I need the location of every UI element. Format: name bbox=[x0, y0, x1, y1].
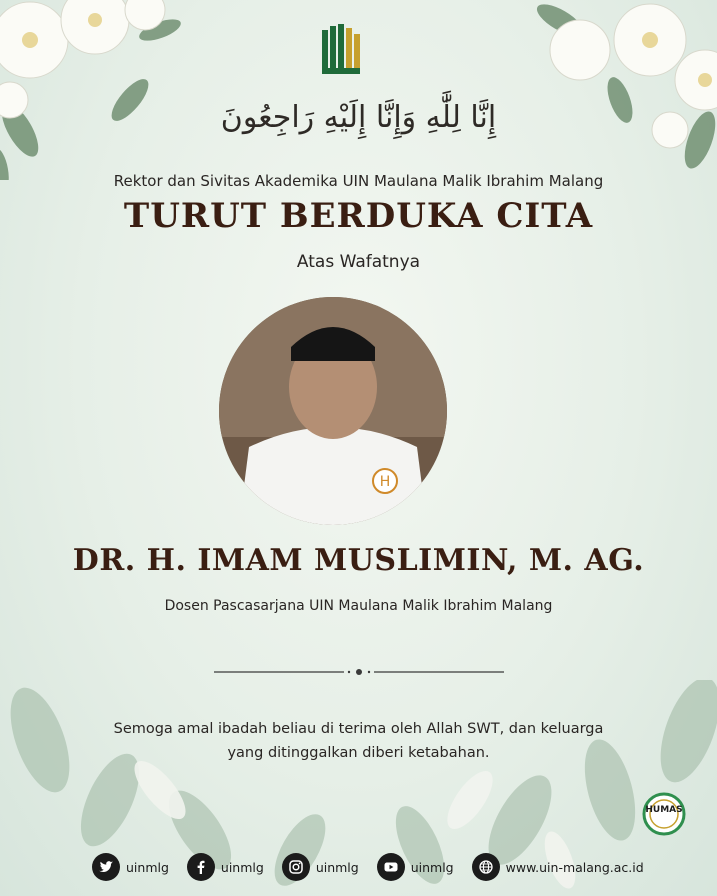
message-line-2: yang ditinggalkan diberi ketabahan. bbox=[227, 745, 490, 761]
portrait-photo bbox=[219, 297, 447, 525]
svg-text:H: H bbox=[379, 474, 391, 490]
twitter-label: uinmlg bbox=[126, 859, 169, 875]
instagram-label: uinmlg bbox=[315, 859, 359, 875]
deceased-name: DR. H. IMAM MUSLIMIN, M. AG. bbox=[72, 543, 645, 578]
flower-decoration-top-left bbox=[0, 0, 200, 180]
message-line-1: Semoga amal ibadah beliau di terima oleh Allah SWT, dan keluarga bbox=[113, 721, 604, 737]
youtube-label: uinmlg bbox=[410, 859, 454, 875]
instagram-icon bbox=[282, 853, 310, 881]
youtube-icon bbox=[377, 853, 405, 881]
title-subtext: Atas Wafatnya bbox=[296, 252, 421, 272]
condolence-message bbox=[80, 717, 637, 765]
page-title: TURUT BERDUKA CITA bbox=[123, 196, 594, 236]
social-twitter[interactable] bbox=[92, 853, 169, 881]
humas-badge bbox=[638, 792, 690, 836]
social-links-bar bbox=[92, 850, 654, 884]
social-website[interactable] bbox=[472, 853, 644, 881]
twitter-icon bbox=[92, 853, 120, 881]
facebook-icon bbox=[187, 853, 215, 881]
facebook-label: uinmlg bbox=[220, 859, 264, 875]
arabic-calligraphy: إِنَّا لِلَّٰهِ وَإِنَّا إِلَيْهِ رَاجِعُونَ bbox=[220, 100, 497, 135]
website-label: www.uin-malang.ac.id bbox=[505, 859, 644, 875]
social-youtube[interactable] bbox=[377, 853, 454, 881]
ornamental-divider bbox=[214, 667, 504, 677]
social-instagram[interactable] bbox=[282, 853, 359, 881]
globe-icon bbox=[472, 853, 500, 881]
humas-label: HUMAS bbox=[645, 805, 683, 815]
deceased-role: Dosen Pascasarjana UIN Maulana Malik Ibrahim Malang bbox=[164, 598, 553, 614]
social-facebook[interactable] bbox=[187, 853, 264, 881]
header-subtitle: Rektor dan Sivitas Akademika UIN Maulana Malik Ibrahim Malang bbox=[113, 172, 604, 190]
university-logo bbox=[322, 24, 362, 78]
